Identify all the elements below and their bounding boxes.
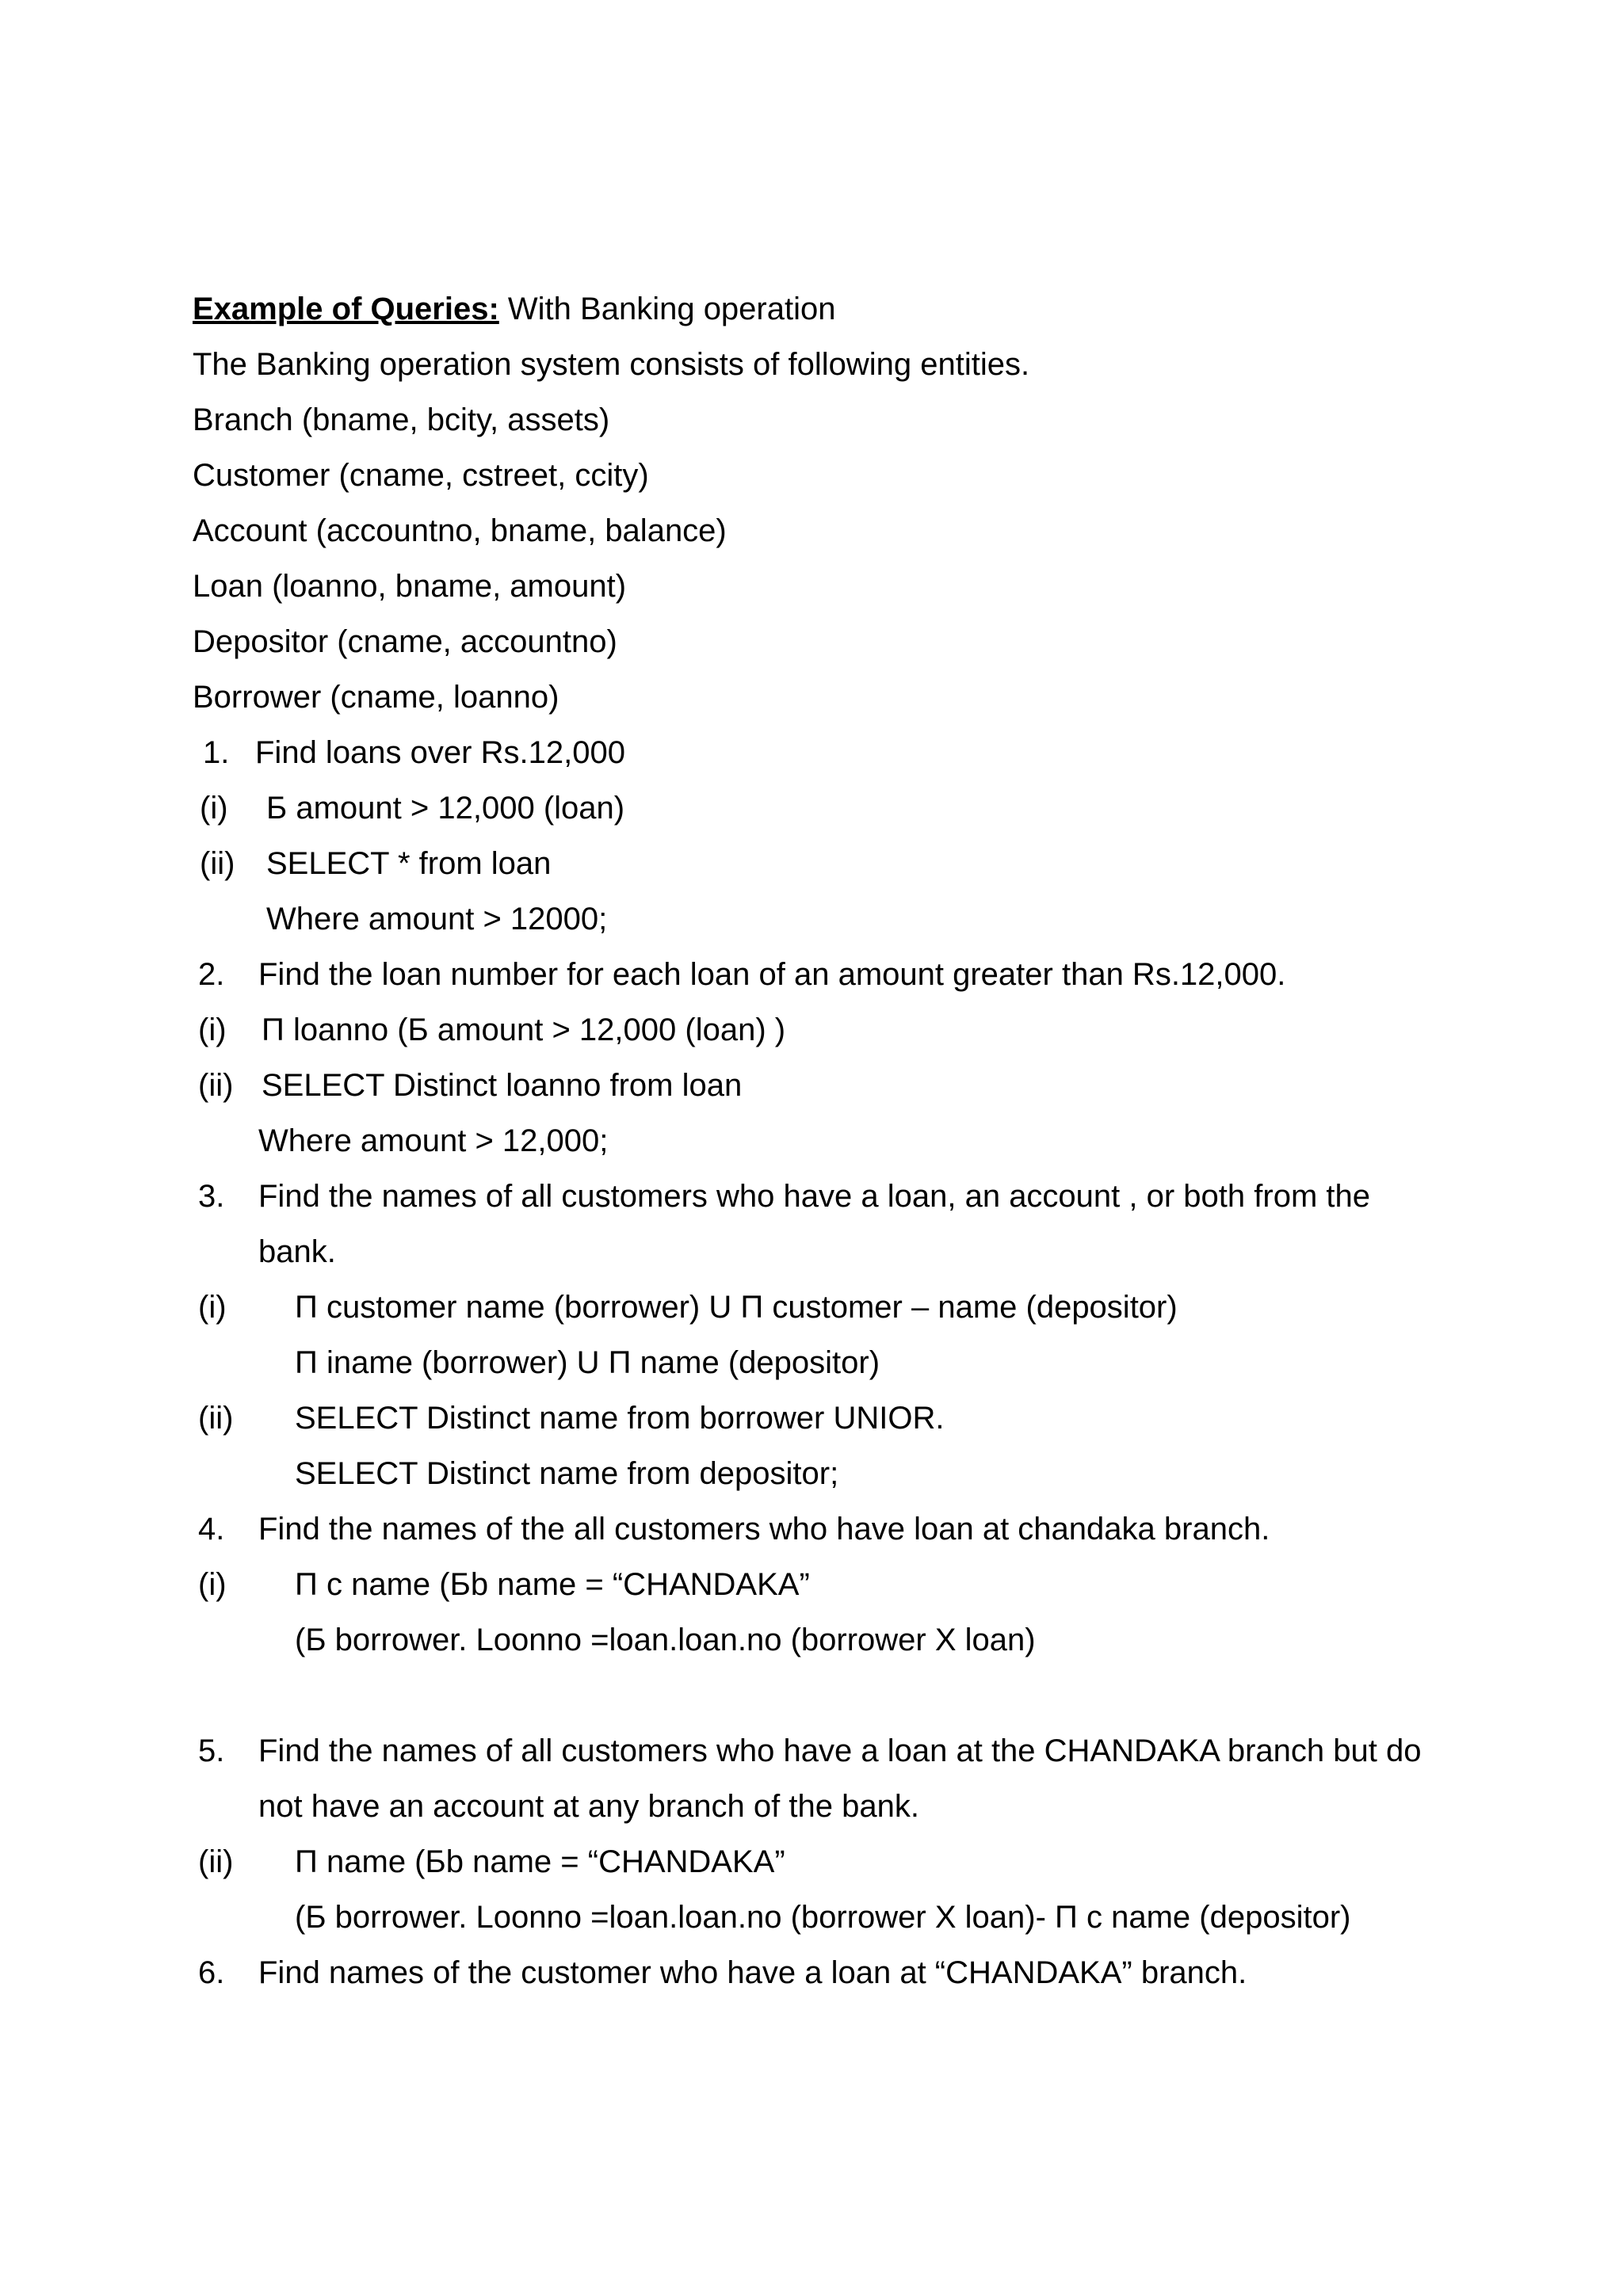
heading xyxy=(193,290,835,328)
q1-ii-sql: SELECT * from loan xyxy=(266,846,552,881)
q2-i-algebra: Π loanno (Б amount > 12,000 (loan) ) xyxy=(262,1013,786,1047)
q3-ii-number: (ii) xyxy=(198,1401,234,1436)
heading-subtitle: With Banking operation xyxy=(498,292,836,326)
entity-customer: Customer (cname, cstreet, ccity) xyxy=(193,458,649,493)
q6-question: Find names of the customer who have a loan at “CHANDAKA” branch. xyxy=(258,1955,1247,1990)
q2-number: 2. xyxy=(198,957,225,992)
q4-i-algebra: Π c name (Бb name = “CHANDAKA” xyxy=(295,1567,810,1602)
q3-ii-sql-cont: SELECT Distinct name from depositor; xyxy=(295,1456,839,1491)
heading-label: Example of Queries: xyxy=(193,292,499,326)
q5-number: 5. xyxy=(198,1733,225,1768)
q1-question: Find loans over Rs.12,000 xyxy=(255,735,625,770)
entity-loan: Loan (loanno, bname, amount) xyxy=(193,569,627,604)
q3-i-algebra: Π customer name (borrower) U Π customer – name (depositor) xyxy=(295,1290,1178,1325)
q3-i-number: (i) xyxy=(198,1290,227,1325)
q5-ii-number: (ii) xyxy=(198,1844,234,1879)
q3-i-algebra-alt: Π iname (borrower) U Π name (depositor) xyxy=(295,1345,880,1380)
q1-i-algebra: Б amount > 12,000 (loan) xyxy=(266,791,625,826)
q3-question: Find the names of all customers who have a loan, an account , or both from the xyxy=(258,1179,1370,1214)
entity-account: Account (accountno, bname, balance) xyxy=(193,513,727,548)
q2-ii-sql: SELECT Distinct loanno from loan xyxy=(262,1068,743,1103)
q3-question-cont: bank. xyxy=(258,1234,336,1269)
q1-number: 1. xyxy=(203,735,230,770)
q4-i-number: (i) xyxy=(198,1567,227,1602)
q5-question-cont: not have an account at any branch of the bank. xyxy=(258,1789,919,1824)
q1-i-number: (i) xyxy=(200,791,228,826)
q6-number: 6. xyxy=(198,1955,225,1990)
entity-branch: Branch (bname, bcity, assets) xyxy=(193,402,610,437)
q2-ii-number: (ii) xyxy=(198,1068,234,1103)
q4-question: Find the names of the all customers who have loan at chandaka branch. xyxy=(258,1512,1270,1547)
q5-ii-algebra: Π name (Бb name = “CHANDAKA” xyxy=(295,1844,785,1879)
q4-number: 4. xyxy=(198,1512,225,1547)
q1-ii-sql-where: Where amount > 12000; xyxy=(266,902,608,936)
q3-ii-sql: SELECT Distinct name from borrower UNIOR. xyxy=(295,1401,945,1436)
q3-number: 3. xyxy=(198,1179,225,1214)
entity-depositor: Depositor (cname, accountno) xyxy=(193,624,617,659)
intro-text: The Banking operation system consists of following entities. xyxy=(193,347,1030,382)
q2-question: Find the loan number for each loan of an amount greater than Rs.12,000. xyxy=(258,957,1286,992)
q5-question: Find the names of all customers who have a loan at the CHANDAKA branch but do xyxy=(258,1733,1422,1768)
q5-ii-algebra-cont: (Б borrower. Loonno =loan.loan.no (borrower X loan)- Π c name (depositor) xyxy=(295,1900,1351,1935)
q1-ii-number: (ii) xyxy=(200,846,235,881)
q2-i-number: (i) xyxy=(198,1013,227,1047)
entity-borrower: Borrower (cname, loanno) xyxy=(193,680,559,715)
q2-ii-sql-where: Where amount > 12,000; xyxy=(258,1123,609,1158)
q4-i-algebra-cont: (Б borrower. Loonno =loan.loan.no (borrower X loan) xyxy=(295,1623,1036,1657)
